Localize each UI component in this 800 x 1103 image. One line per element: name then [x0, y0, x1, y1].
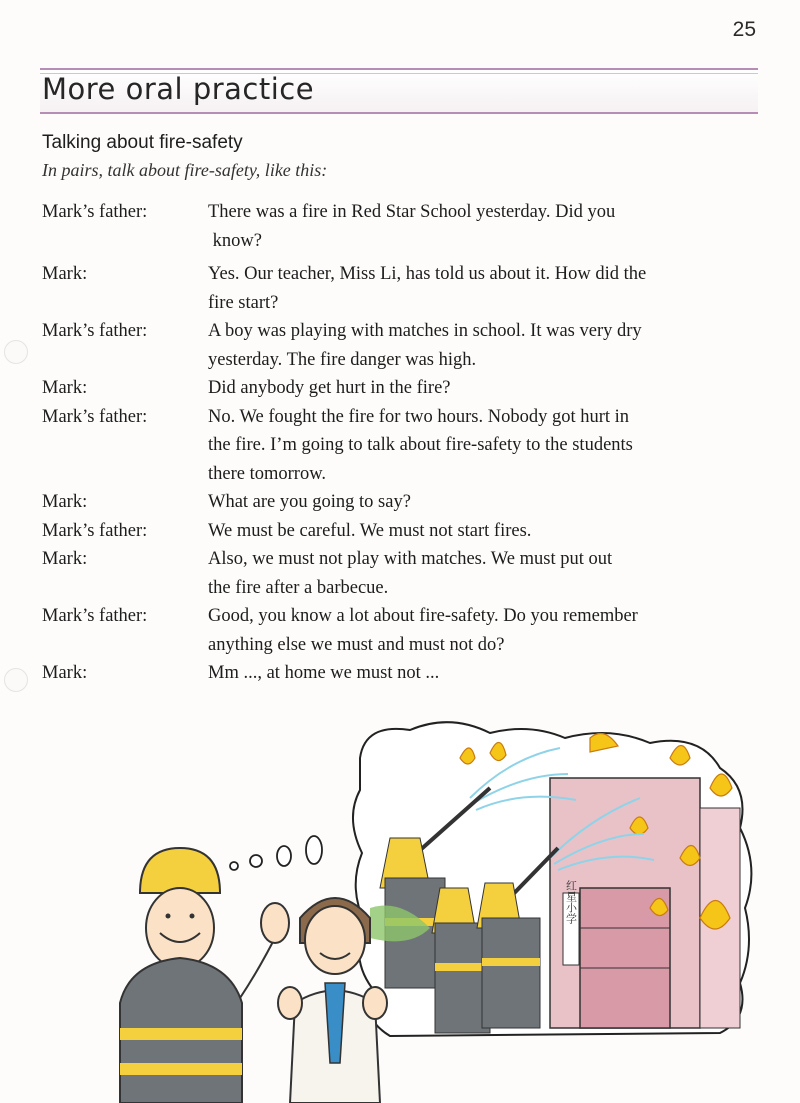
dialogue-line [42, 317, 742, 374]
dialogue [42, 198, 742, 688]
page-number: 25 [732, 18, 756, 41]
subheading: Talking about fire-safety [42, 132, 243, 153]
speech-text: know? [208, 230, 262, 251]
dialogue-line [42, 517, 742, 546]
dialogue-line [42, 260, 742, 317]
section-title: More oral practice [42, 72, 315, 106]
speech [208, 659, 742, 688]
punch-hole [4, 340, 28, 364]
thought-bubble [250, 855, 262, 867]
speech-text: the fire after a barbecue. [208, 577, 389, 598]
speech [208, 260, 742, 317]
speech [208, 517, 742, 546]
thought-bubble [230, 862, 238, 870]
speech-text: Mm ..., at home we must not ... [208, 663, 440, 683]
speech-text: There was a fire in Red Star School yesterday. Did you [208, 202, 616, 222]
speech-text: Also, we must not play with matches. We must put out [208, 549, 613, 569]
speaker: Mark: [42, 663, 88, 683]
punch-hole [4, 668, 28, 692]
dialogue-line [42, 488, 742, 517]
speech-text: We must be careful. We must not start fires. [208, 520, 532, 541]
school-sign: 红星小学 [564, 880, 578, 924]
speech-text: Yes. Our teacher, Miss Li, has told us about it. How did the [208, 264, 647, 284]
speaker: Mark: [42, 492, 88, 512]
dialogue-line [42, 659, 742, 688]
speech-text: Good, you know a lot about fire-safety. Do you remember [208, 606, 638, 626]
dialogue-line [42, 374, 742, 403]
speaker: Mark: [42, 378, 88, 398]
speaker: Mark: [42, 264, 88, 284]
speaker: Mark’s father: [42, 606, 148, 626]
speech-text: Did anybody get hurt in the fire? [208, 378, 451, 398]
firefighter-father [120, 848, 289, 1103]
thought-bubble [277, 846, 291, 866]
speech [208, 374, 742, 403]
speech [208, 317, 742, 374]
speaker: Mark’s father: [42, 321, 148, 341]
dialogue-line [42, 545, 742, 602]
speech-text: What are you going to say? [208, 492, 411, 512]
speaker: Mark’s father: [42, 520, 148, 541]
speaker: Mark’s father: [42, 406, 148, 427]
dialogue-line [42, 403, 742, 489]
speaker: Mark’s father: [42, 202, 148, 222]
dialogue-line [42, 602, 742, 659]
speech-text: fire start? [208, 292, 279, 313]
speaker: Mark: [42, 549, 88, 569]
speech [208, 602, 742, 659]
fire-safety-illustration [110, 718, 760, 1103]
speech-text: the fire. I’m going to talk about fire-safety to the students [208, 435, 633, 455]
speech [208, 545, 742, 602]
speech [208, 488, 742, 517]
speech-text: A boy was playing with matches in school. It was very dry [208, 321, 642, 341]
title-band [40, 68, 758, 114]
speech-text: anything else we must and must not do? [208, 634, 505, 655]
boy-mark [278, 898, 387, 1103]
speech [208, 198, 742, 255]
dialogue-line [42, 198, 742, 255]
thought-bubble [306, 836, 322, 864]
speech-text: there tomorrow. [208, 463, 326, 484]
instruction: In pairs, talk about fire-safety, like this: [42, 160, 328, 180]
speech-text: No. We fought the fire for two hours. Nobody got hurt in [208, 406, 630, 427]
speech [208, 403, 742, 489]
speech-text: yesterday. The fire danger was high. [208, 349, 477, 370]
